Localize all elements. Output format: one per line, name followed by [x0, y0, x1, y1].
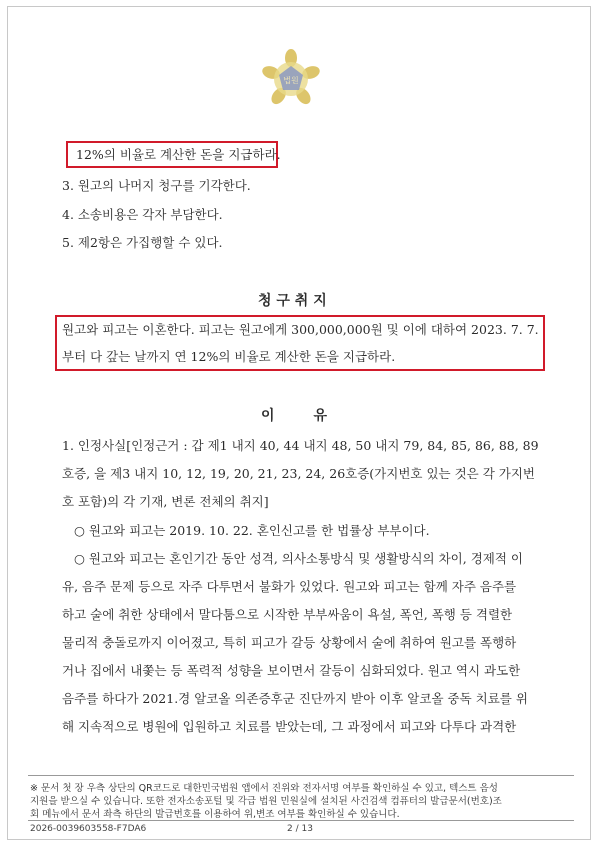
- body-line-5: ○ 원고와 피고는 혼인기간 동안 성격, 의사소통방식 및 생활방식의 차이, 경제적 이: [74, 551, 523, 566]
- body-line-8: 물리적 충돌로까지 이어졌고, 특히 피고가 갈등 상황에서 술에 취하여 원고를 폭행하: [62, 635, 517, 650]
- court-seal-logo: [260, 48, 322, 110]
- judgment-line-3: 3. 원고의 나머지 청구를 기각한다.: [62, 178, 251, 193]
- claim-line-1: 원고와 피고는 이혼한다. 피고는 원고에게 300,000,000원 및 이에 대하여 2023. 7. 7.: [62, 322, 539, 337]
- body-line-7: 하고 술에 취한 상태에서 말다툼으로 시작한 부부싸움이 욕설, 폭언, 폭행 등 격렬한: [62, 607, 513, 622]
- seal-text: 법원: [283, 76, 299, 85]
- reason-heading: 이 유: [261, 408, 328, 424]
- body-line-10: 음주를 하다가 2021.경 알코올 의존증후군 진단까지 받아 이후 알코올 중독 치료를 위: [62, 691, 528, 706]
- body-line-2: 호증, 을 제3 내지 10, 12, 19, 20, 21, 23, 24, 26호증(가지번호 있는 것은 각 가지번: [62, 466, 535, 481]
- body-line-1: 1. 인정사실[인정근거 : 갑 제1 내지 40, 44 내지 48, 50 내지 79, 84, 85, 86, 88, 89: [62, 438, 539, 453]
- footer-notice-line-1: ※ 문서 첫 장 우측 상단의 QR코드로 대한민국법원 앱에서 진위와 전자서명 여부를 확인하실 수 있고, 텍스트 음성: [30, 783, 498, 794]
- body-line-3: 호 포함)의 각 기재, 변론 전체의 취지]: [62, 494, 269, 509]
- footer-divider-top: [28, 775, 574, 776]
- judgment-line-5: 5. 제2항은 가집행할 수 있다.: [62, 235, 223, 250]
- body-line-6: 유, 음주 문제 등으로 자주 다투면서 불화가 있었다. 원고와 피고는 함께 자주 음주를: [62, 579, 517, 594]
- body-line-9: 거나 집에서 내쫓는 등 폭력적 성향을 보이면서 갈등이 심화되었다. 원고 역시 과도한: [62, 663, 521, 678]
- judgment-line-4: 4. 소송비용은 각자 부담한다.: [62, 207, 223, 222]
- body-line-11: 해 지속적으로 병원에 입원하고 치료를 받았는데, 그 과정에서 피고와 다투다 과격한: [62, 719, 517, 734]
- footer-notice-line-2: 지원을 받으실 수 있습니다. 또한 전자소송포털 및 각급 법원 민원실에 설치된 사건검색 컴퓨터의 발급문서(번호)조: [30, 796, 502, 807]
- issue-number: 2026-0039603558-F7DA6: [30, 824, 147, 834]
- claim-heading: 청 구 취 지: [258, 293, 327, 309]
- claim-line-2: 부터 다 갚는 날까지 연 12%의 비율로 계산한 돈을 지급하라.: [62, 349, 396, 364]
- judgment-line-1: 12%의 비율로 계산한 돈을 지급하라.: [76, 147, 281, 162]
- footer-notice: [30, 782, 570, 821]
- footer-divider-bottom: [28, 820, 574, 821]
- footer-notice-line-3: 회 메뉴에서 문서 좌측 하단의 발급번호를 이용하여 위,변조 여부를 확인하실 수 있습니다.: [30, 809, 400, 820]
- body-line-4: ○ 원고와 피고는 2019. 10. 22. 혼인신고를 한 법률상 부부이다.: [74, 523, 430, 538]
- page-number: 2 / 13: [287, 824, 313, 834]
